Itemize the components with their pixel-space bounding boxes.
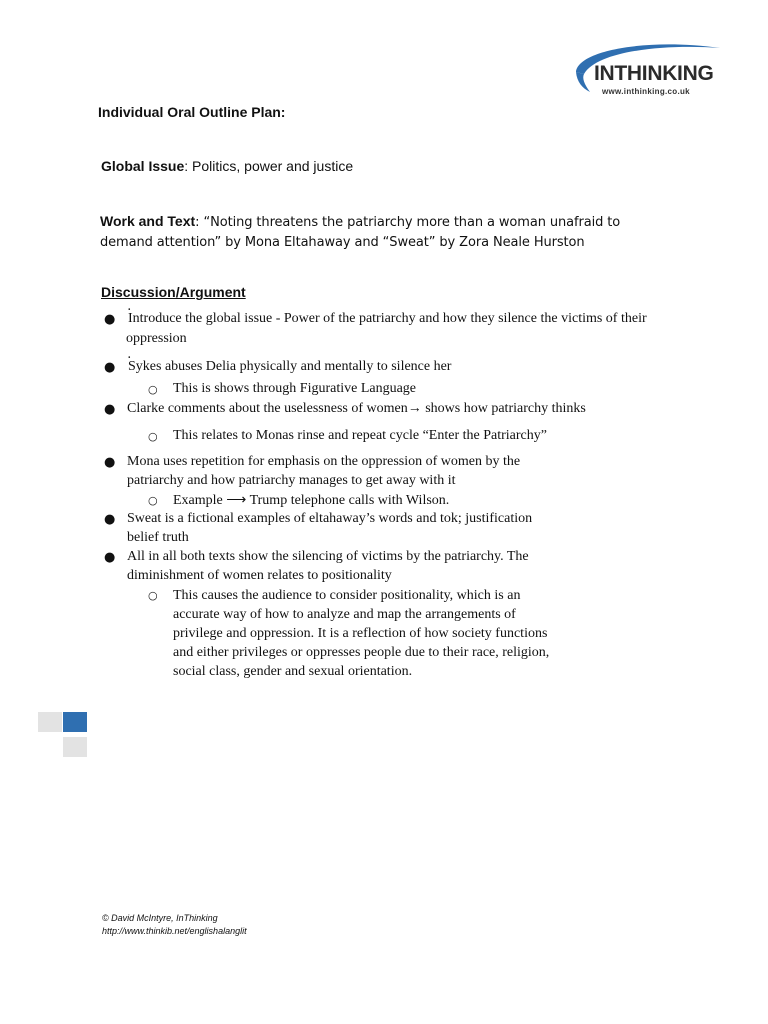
inthinking-logo (568, 38, 728, 104)
list-item-1-line1: Introduce the global issue - Power of the patriarchy and how they silence the victims of their (128, 311, 647, 326)
circle-bullet-icon: ○ (148, 589, 158, 602)
document-title: Individual Oral Outline Plan: (98, 104, 286, 120)
circle-bullet-icon: ○ (148, 383, 158, 396)
list-item-6-sub-line1: This causes the audience to consider positionality, which is an (173, 588, 521, 603)
footer-copyright: © David McIntyre, InThinking (102, 913, 218, 923)
list-item-5-line2: belief truth (127, 530, 189, 545)
list-item-2-line1: Sykes abuses Delia physically and mentally to silence her (128, 359, 452, 374)
bullet-icon: ● (104, 312, 116, 327)
list-item-4-sub: Example ⟶ Trump telephone calls with Wilson. (173, 493, 450, 508)
global-issue-label: Global Issue (101, 158, 185, 174)
list-item-5-line1: Sweat is a fictional examples of eltahaway’s words and tok; justification (127, 511, 533, 526)
work-and-text-label: Work and Text (100, 213, 196, 229)
dot-mark: . (128, 350, 131, 361)
list-item-4-line1: Mona uses repetition for emphasis on the oppression of women by the (127, 454, 521, 469)
work-and-text-value-line2: demand attention” by Mona Eltahaway and “Sweat” by Zora Neale Hurston (100, 235, 585, 250)
bullet-icon: ● (104, 512, 116, 527)
list-item-6-sub-line3: privilege and oppression. It is a reflection of how society functions (173, 626, 548, 641)
circle-bullet-icon: ○ (148, 430, 158, 443)
bullet-icon: ● (104, 550, 116, 565)
list-item-1-line2: oppression (126, 331, 187, 346)
decorative-square-grey (63, 737, 87, 757)
list-item-2-sub: This is shows through Figurative Language (173, 381, 417, 396)
bullet-icon: ● (104, 360, 116, 375)
list-item-6-sub-line4: and either privileges or oppresses people due to their race, religion, (173, 645, 550, 660)
global-issue-value: : Politics, power and justice (184, 158, 354, 174)
bullet-icon: ● (104, 455, 116, 470)
list-item-6-line1: All in all both texts show the silencing of victims by the patriarchy. The (127, 549, 529, 564)
list-item-6-line2: diminishment of women relates to positionality (127, 568, 392, 583)
list-item-6-sub-line5: social class, gender and sexual orientation. (173, 664, 413, 679)
discussion-heading: Discussion/Argument (101, 284, 246, 300)
bullet-icon: ● (104, 402, 116, 417)
dot-mark: . (128, 302, 131, 313)
logo-url: www.inthinking.co.uk (602, 87, 690, 96)
global-issue-line (101, 158, 353, 174)
logo-wordmark: INTHINKING (594, 62, 714, 85)
decorative-square-blue (63, 712, 87, 732)
footer-url[interactable]: http://www.thinkib.net/englishalanglit (102, 926, 247, 936)
list-item-6-sub-line2: accurate way of how to analyze and map the arrangements of (173, 607, 516, 622)
list-item-4-line2: patriarchy and how patriarchy manages to get away with it (127, 473, 456, 488)
list-item-3-sub: This relates to Monas rinse and repeat cycle “Enter the Patriarchy” (173, 428, 547, 443)
work-and-text-block (100, 212, 700, 252)
work-and-text-value-line1: : “Noting threatens the patriarchy more than a woman unafraid to (195, 215, 621, 230)
list-item-3-line1: Clarke comments about the uselessness of women→ shows how patriarchy thinks (127, 401, 586, 416)
decorative-square-grey (38, 712, 62, 732)
circle-bullet-icon: ○ (148, 494, 158, 507)
